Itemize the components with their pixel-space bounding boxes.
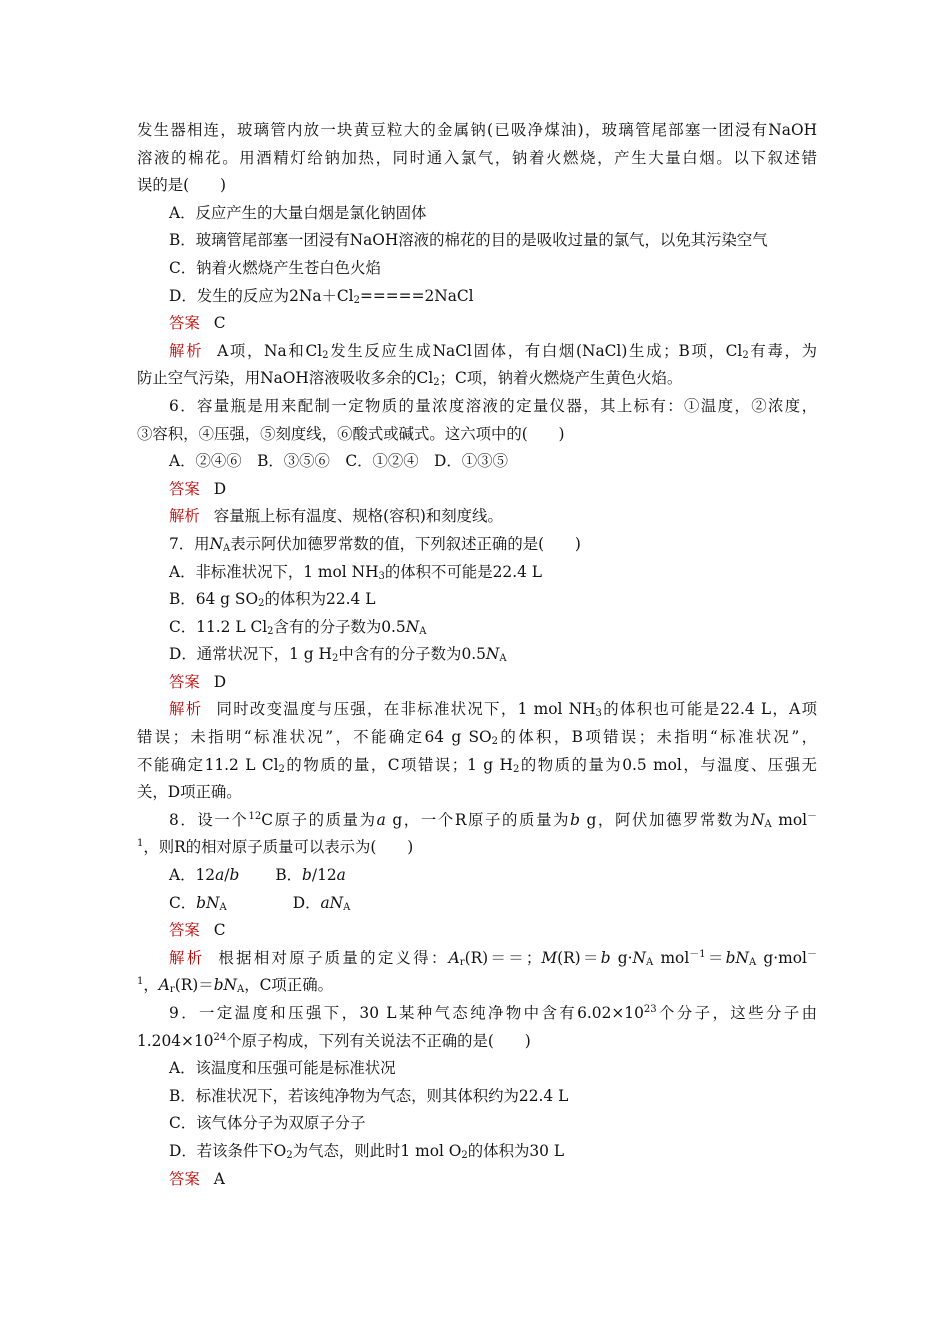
q5-answer: 答案 C <box>169 314 226 333</box>
q9-option-c: C．该气体分子为双原子分子 <box>169 1114 366 1133</box>
q5-explanation-line-1: 解析 A项，Na和$Cl_2$发生反应生成NaCl固体，有白烟(NaCl)生成；B项，$Cl_2$有毒，为 <box>169 341 817 361</box>
q5-option-d: D．发生的反应为$2Na+Cl_2=====2NaCl$ <box>169 286 474 306</box>
q9-answer: 答案 A <box>169 1169 225 1188</box>
answer-label: 答案 <box>169 314 200 333</box>
q7-option-b: B．64 g $SO_2$的体积为22.4 L <box>169 590 376 610</box>
q5-explanation-line-2: 防止空气污染，用NaOH溶液吸收多余的$Cl_2$；C项，钠着火燃烧产生黄色火焰。 <box>137 369 683 389</box>
answer-label: 答案 <box>169 672 200 691</box>
explanation-label: 解析 <box>169 507 200 526</box>
q7-option-d: D．通常状况下，1 g $H_2$中含有的分子数为$0.5N_A$ <box>169 645 507 665</box>
q8-answer: 答案 C <box>169 921 226 940</box>
q5-stem-line-1: 发生器相连，玻璃管内放一块黄豆粒大的金属钠(已吸净煤油)，玻璃管尾部塞一团浸有NaOH <box>137 121 817 139</box>
q5-option-b: B．玻璃管尾部塞一团浸有NaOH溶液的棉花的目的是吸收过量的氯气，以免其污染空气 <box>169 231 768 250</box>
q8-stem-line-2: $^1$，则R的相对原子质量可以表示为( ) <box>137 838 414 857</box>
answer-label: 答案 <box>169 1169 200 1188</box>
q5-option-c: C．钠着火燃烧产生苍白色火焰 <box>169 258 381 277</box>
explanation-label: 解析 <box>169 700 203 719</box>
q8-options-ab: A．12a/b B．b/12a <box>169 866 346 885</box>
q7-option-a: A．非标准状况下，1 mol $NH_3$的体积不可能是22.4 L <box>169 562 542 582</box>
q6-answer: 答案 D <box>169 479 227 498</box>
q7-option-c: C．11.2 L $Cl_2$含有的分子数为$0.5N_A$ <box>169 617 427 637</box>
q9-option-a: A．该温度和压强可能是标准状况 <box>169 1059 396 1078</box>
q8-stem-line-1: 8．设一个$^{12}$C原子的质量为a g，一个R原子的质量为b g，阿伏加德罗常数为$N_A$ mol－ <box>169 810 818 830</box>
q7-answer: 答案 D <box>169 672 227 691</box>
q9-stem-line-2: $1.204\times 10^{24}$个原子构成，下列有关说法不正确的是( ) <box>137 1031 531 1050</box>
q5-stem-line-3: 误的是( ) <box>137 176 226 195</box>
explanation-label: 解析 <box>169 341 204 360</box>
q9-option-d: D．若该条件下$O_2$为气态，则此时1 mol $O_2$的体积为30 L <box>169 1141 565 1161</box>
q7-explanation-line-4: 关，D项正确。 <box>137 783 242 802</box>
q9-option-b: B．标准状况下，若该纯净物为气态，则其体积约为22.4 L <box>169 1086 569 1105</box>
document-page <box>137 117 817 1193</box>
q5-option-a: A．反应产生的大量白烟是氯化钠固体 <box>169 203 427 222</box>
q8-explanation-line-2: $^1$，$A_r(R)=bN_A$，C项正确。 <box>137 976 333 996</box>
answer-label: 答案 <box>169 921 200 940</box>
q8-explanation-line-1: 解析 根据相对原子质量的定义得：$A_r(R)==$；M(R)＝b $g\cdot N_A$ $mol^{-1}=bN_A$ g·mol－ <box>169 948 817 968</box>
explanation-label: 解析 <box>169 948 205 967</box>
q7-explanation-line-2: 错误；未指明“标准状况”，不能确定64 g $SO_2$的体积，B项错误；未指明“标准状况”， <box>137 728 817 748</box>
q6-options: A．②④⑥ B．③⑤⑥ C．①②④ D．①③⑤ <box>169 452 508 471</box>
q7-explanation-line-1: 解析 同时改变温度与压强，在非标准状况下，1 mol $NH_3$的体积也可能是22.4 L，A项 <box>169 700 817 720</box>
answer-label: 答案 <box>169 479 200 498</box>
q7-stem: 7．用$N_A$表示阿伏加德罗常数的值，下列叙述正确的是( ) <box>169 534 581 554</box>
q7-explanation-line-3: 不能确定11.2 L $Cl_2$的物质的量，C项错误；1 g $H_2$的物质的量为0.5 mol，与温度、压强无 <box>137 755 817 775</box>
q5-stem-line-2: 溶液的棉花。用酒精灯给钠加热，同时通入氯气，钠着火燃烧，产生大量白烟。以下叙述错 <box>137 148 817 167</box>
q8-options-cd: C．$bN_A$ D．$aN_A$ <box>169 893 351 913</box>
q9-stem-line-1: 9．一定温度和压强下，30 L某种气态纯净物中含有$6.02\times 10^{23}$个分子，这些分子由 <box>169 1004 817 1022</box>
q6-explanation: 解析 容量瓶上标有温度、规格(容积)和刻度线。 <box>169 507 503 526</box>
q6-stem-line-1: 6．容量瓶是用来配制一定物质的量浓度溶液的定量仪器，其上标有：①温度，②浓度， <box>169 396 817 415</box>
q6-stem-line-2: ③容积，④压强，⑤刻度线，⑥酸式或碱式。这六项中的( ) <box>137 424 565 443</box>
